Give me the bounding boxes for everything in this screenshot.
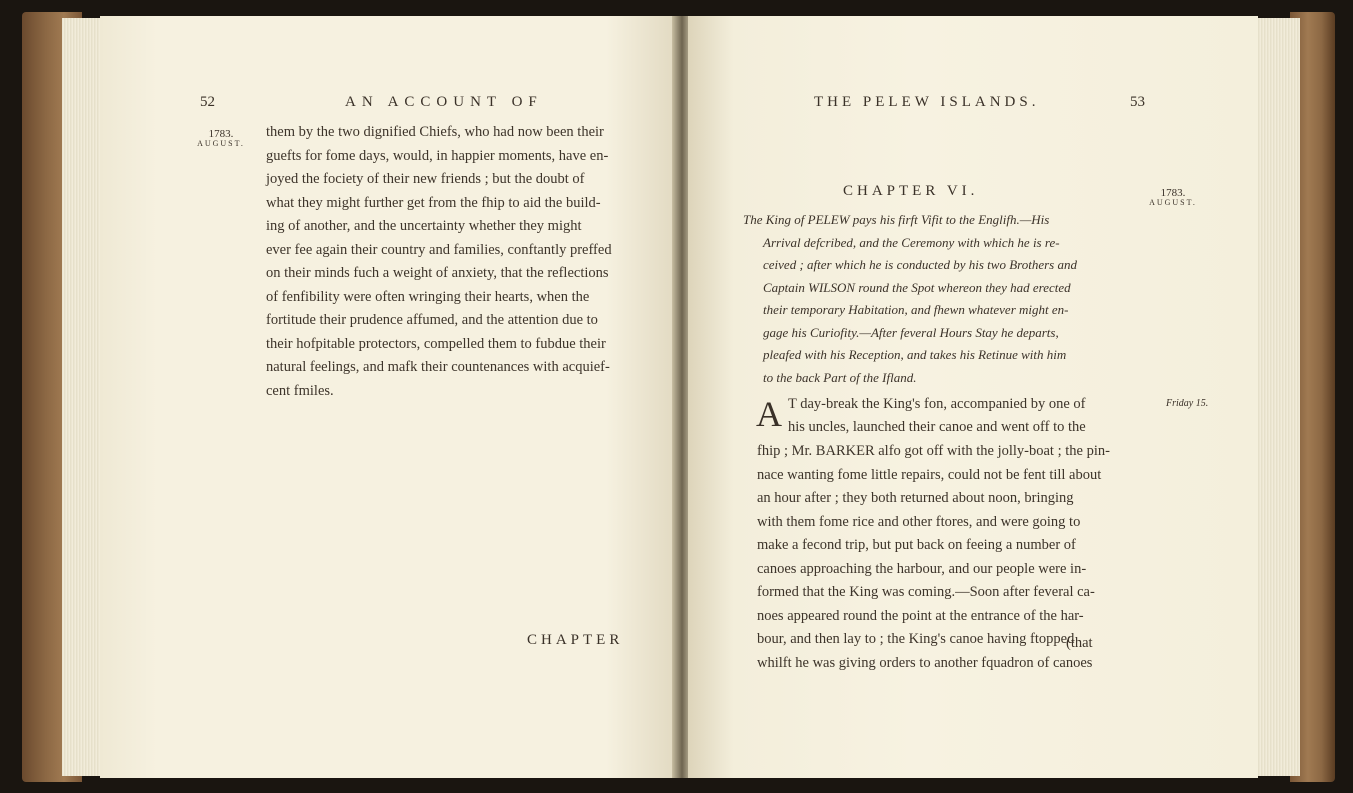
text-line: them by the two dignified Chiefs, who had now been their xyxy=(266,124,604,140)
chapter-heading: CHAPTER VI. xyxy=(843,183,979,199)
summary-line: Captain WILSON round the Spot whereon they had erected xyxy=(763,279,1071,295)
drop-cap: A xyxy=(756,394,782,434)
text-line: natural feelings, and mafk their countenances with acquief- xyxy=(266,359,610,375)
text-line: their hofpitable protectors, compelled them to fubdue their xyxy=(266,335,606,352)
left-running-head: AN ACCOUNT OF xyxy=(345,94,543,110)
left-body-text xyxy=(266,121,612,403)
text-line: guefts for fome days, would, in happier moments, have en- xyxy=(266,147,609,164)
summary-line: their temporary Habitation, and fhewn whatever might en- xyxy=(763,302,1069,317)
summary-line: to the back Part of the Ifland. xyxy=(763,369,917,385)
summary-line: Arrival defcribed, and the Ceremony with which he is re- xyxy=(763,234,1060,250)
summary-line: The King of PELEW pays his firft Vifit to the Englifh.—His xyxy=(743,212,1050,227)
left-margin-date xyxy=(186,129,256,149)
text-line: on their minds fuch a weight of anxiety, that the reflections xyxy=(266,265,609,281)
text-line: nace wanting fome little repairs, could not be fent till about xyxy=(757,466,1102,483)
right-catchword: (that xyxy=(1066,635,1093,651)
left-margin-year: 1783. xyxy=(208,128,234,140)
text-line: canoes approaching the harbour, and our people were in- xyxy=(757,560,1087,577)
right-margin-date xyxy=(1138,188,1208,208)
text-line: fhip ; Mr. BARKER alfo got off with the jolly-boat ; the pin- xyxy=(757,443,1110,459)
margin-note: Friday 15. xyxy=(1166,398,1209,409)
text-line: make a fecond trip, but put back on feeing a number of xyxy=(757,537,1076,553)
text-line: ever fee again their country and families, conftantly preffed xyxy=(266,241,612,258)
text-line: bour, and then lay to ; the King's canoe having ftopped xyxy=(757,631,1075,647)
right-page-number: 53 xyxy=(1130,94,1145,110)
text-line: joyed the fociety of their new friends ; but the doubt of xyxy=(266,171,585,187)
text-line: ing of another, and the uncertainty whether they might xyxy=(266,218,582,234)
text-line: whilft he was giving orders to another fquadron of canoes xyxy=(757,654,1093,671)
text-line: fortitude their prudence affumed, and the attention due to xyxy=(266,312,598,328)
summary-line: ceived ; after which he is conducted by his two Brothers and xyxy=(763,257,1077,272)
right-margin-month: AUGUST. xyxy=(1149,198,1197,207)
right-margin-year: 1783. xyxy=(1160,187,1186,199)
text-line: formed that the King was coming.—Soon after feveral ca- xyxy=(757,584,1095,600)
text-line: of fenfibility were often wringing their hearts, when the xyxy=(266,288,590,305)
second-line: his uncles, launched their canoe and went off to the xyxy=(788,419,1086,435)
right-body-text xyxy=(757,440,1110,675)
text-line: with them fome rice and other ftores, and were going to xyxy=(757,513,1081,530)
left-catchword: CHAPTER xyxy=(527,632,624,648)
right-running-head: THE PELEW ISLANDS. xyxy=(814,94,1040,110)
left-margin-month: AUGUST. xyxy=(197,139,245,148)
text-line: cent fmiles. xyxy=(266,382,334,399)
chapter-summary xyxy=(743,209,1077,389)
text-line: noes appeared round the point at the entrance of the har- xyxy=(757,607,1084,624)
summary-line: pleafed with his Reception, and takes his Retinue with him xyxy=(763,347,1067,362)
summary-line: gage his Curiofity.—After feveral Hours Stay he departs, xyxy=(763,324,1059,340)
first-line: T day-break the King's fon, accompanied by one of xyxy=(788,396,1086,412)
text-line: an hour after ; they both returned about noon, bringing xyxy=(757,490,1074,506)
text-line: what they might further get from the fhip to aid the build- xyxy=(266,194,601,211)
left-page-number: 52 xyxy=(200,94,215,110)
